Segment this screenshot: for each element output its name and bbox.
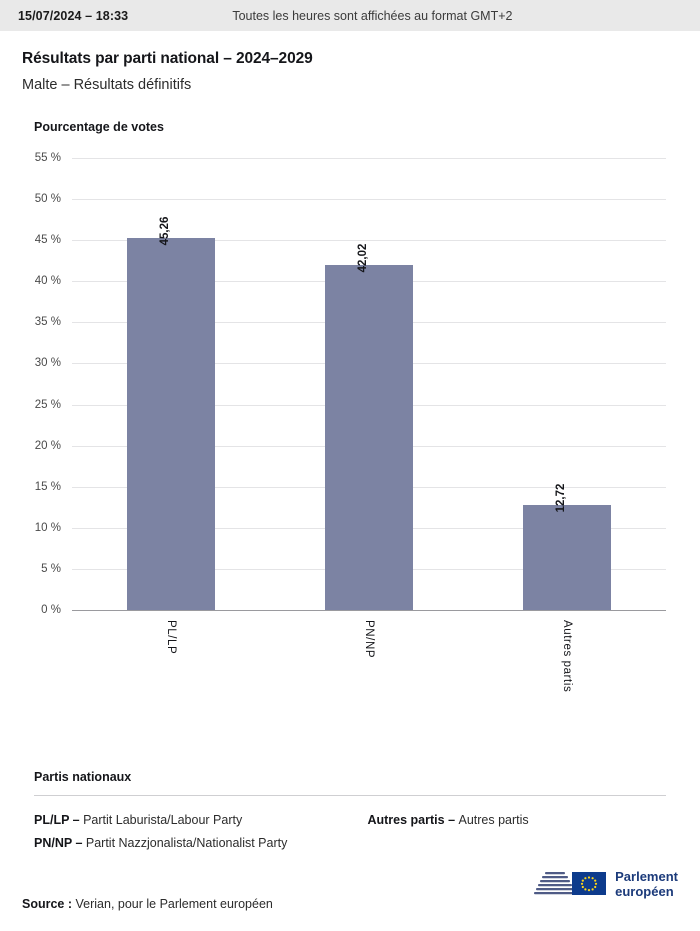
- top-bar: [0, 0, 700, 31]
- y-axis-tick-label: 40 %: [34, 275, 61, 288]
- timestamp: 15/07/2024 – 18:33: [18, 8, 129, 23]
- y-axis-tick-label: 35 %: [34, 316, 61, 329]
- bar-autres-partis[interactable]: [523, 484, 611, 693]
- legend-item: [34, 809, 364, 832]
- x-axis-category-label: PL/LP: [165, 620, 177, 655]
- y-axis-tick-label: 20 %: [34, 439, 61, 452]
- bar-value-label: 45,26: [159, 216, 171, 246]
- ep-logo-text: [615, 869, 678, 899]
- legend-title: Partis nationaux: [34, 770, 132, 784]
- y-axis-tick-label: 55 %: [34, 152, 61, 164]
- legend-item-abbr: PL/LP –: [34, 813, 84, 827]
- gridline: [34, 193, 666, 206]
- plot-area: [34, 152, 666, 693]
- bar-pn-np[interactable]: [325, 243, 413, 659]
- eu-flag-icon: [572, 872, 606, 895]
- legend-item-description: Partit Nazzjonalista/Nationalist Party: [85, 836, 288, 850]
- legend-item: [367, 809, 528, 832]
- legend-column-left: [34, 809, 364, 855]
- source-label: Source :: [22, 897, 76, 911]
- legend-items: [34, 809, 666, 855]
- legend-divider: [34, 795, 666, 796]
- x-axis-category-label: Autres partis: [561, 620, 573, 693]
- legend-column-right: [367, 809, 528, 832]
- gridline: [34, 152, 666, 164]
- legend-item-description: Autres partis: [458, 813, 529, 827]
- axis-baseline: [41, 604, 666, 616]
- bar-value-label: 42,02: [357, 243, 369, 273]
- y-axis-tick-label: 30 %: [34, 357, 61, 370]
- legend-item-abbr: PN/NP –: [34, 836, 86, 850]
- x-axis-category-label: PN/NP: [363, 620, 375, 659]
- timezone-note: Toutes les heures sont affichées au format GMT+2: [232, 8, 513, 23]
- y-axis-tick-label: 10 %: [34, 521, 61, 534]
- ep-logo-line2: européen: [615, 884, 674, 899]
- legend-item-abbr: Autres partis –: [367, 813, 459, 827]
- legend-item: [34, 832, 364, 855]
- european-parliament-logo: [532, 866, 678, 902]
- page-subtitle: Malte – Résultats définitifs: [22, 77, 192, 93]
- chart-axis-caption: Pourcentage de votes: [34, 120, 164, 134]
- page-title: Résultats par parti national – 2024–2029: [22, 50, 313, 67]
- y-axis-tick-label: 5 %: [41, 562, 61, 575]
- y-axis-tick-label: 45 %: [34, 234, 61, 247]
- header-block: [0, 31, 700, 93]
- source-text: Verian, pour le Parlement européen: [75, 897, 273, 911]
- source-line: [22, 897, 273, 911]
- legend-item-description: Partit Laburista/Labour Party: [83, 813, 243, 827]
- y-axis-tick-label: 25 %: [34, 398, 61, 411]
- bar-value-label: 12,72: [555, 484, 567, 513]
- y-axis-tick-label: 0 %: [41, 604, 61, 616]
- legend-block: [0, 770, 700, 855]
- y-axis-tick-label: 15 %: [34, 480, 61, 493]
- ep-logo-line1: Parlement: [615, 869, 678, 884]
- y-axis-tick-label: 50 %: [34, 193, 61, 206]
- ep-hemicycle-icon: [532, 866, 606, 902]
- bar-pl-lp[interactable]: [127, 216, 215, 655]
- bar-chart: [0, 148, 700, 693]
